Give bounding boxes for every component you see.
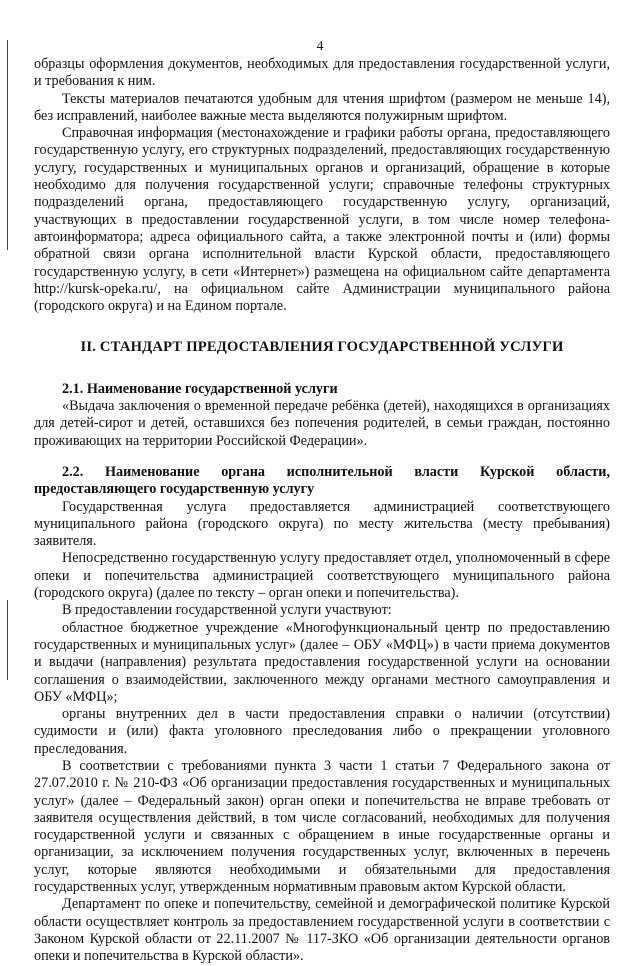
document-body (34, 56, 610, 966)
paragraph: областное бюджетное учреждение «Многофункциональный центр по предоставлению государственных и муниципальных услуг» (далее – ОБУ «МФЦ») в части приема документов и выдачи (направления) результата предоставления государственной услуги на основании соглашения о взаимодействии, заключенного между органами местного самоуправления и ОБУ «МФЦ»; (34, 619, 610, 705)
subsection-title: 2.2. Наименование органа исполнительной власти Курской области, предоставляющего государственную услугу (34, 463, 610, 498)
section-title: II. СТАНДАРТ ПРЕДОСТАВЛЕНИЯ ГОСУДАРСТВЕННОЙ УСЛУГИ (80, 339, 564, 356)
paragraph: Тексты материалов печатаются удобным для чтения шрифтом (размером не меньше 14), без исправлений, наиболее важные места выделяются полужирным шрифтом. (34, 90, 610, 124)
paragraph: органы внутренних дел в части предоставления справки о наличии (отсутствии) судимости и (или) факта уголовного преследования либо о прекращении уголовного преследования. (34, 706, 610, 757)
subsection-title: 2.1. Наименование государственной услуги (62, 380, 338, 397)
paragraph: В предоставлении государственной услуги участвуют: (62, 602, 392, 619)
paragraph: Справочная информация (местонахождение и графики работы органа, предоставляющего государственную услугу, его структурных подразделений, предоставляющих государственную услугу, государственных и муниципальных органов и организаций, обращение в которые необходимо для получения государственной услуги; справочные телефоны структурных подразделений органа, предоставляющего государственную услугу, организаций, участвующих в предоставлении государственной услуги, в том числе номер телефона-автоинформатора; адреса официального сайта, а также электронной почты и (или) формы обратной связи органа исполнительной власти Курской области, предоставляющего государственную услугу, в сети «Интернет») размещена на официальном сайте департамента http://kursk-opeka.ru/, на официальном сайте Администрации муниципального района (городского округа) и на Едином портале. (34, 125, 610, 315)
scan-margin-line (7, 40, 8, 250)
scan-margin-line (7, 600, 8, 680)
paragraph: Непосредственно государственную услугу предоставляет отдел, уполномоченный в сфере опеки и попечительства администрацией соответствующего муниципального района (городского округа) (далее по тексту – орган опеки и попечительства). (34, 550, 610, 602)
paragraph: Государственная услуга предоставляется администрацией соответствующего муниципального района (городского округа) по месту жительства (месту пребывания) заявителя. (34, 498, 610, 550)
paragraph: Департамент по опеке и попечительству, семейной и демографической политике Курской области осуществляет контроль за предоставлением государственной услуги в соответствии с Законом Курской области от 22.11.2007 № 117-ЗКО «Об организации деятельности органов опеки и попечительства в Курской области». (34, 896, 610, 965)
paragraph: В соответствии с требованиями пункта 3 части 1 статьи 7 Федерального закона от 27.07.2010 г. № 210-ФЗ «Об организации предоставления государственных и муниципальных услуг» (далее – Федеральный закон) орган опеки и попечительства не вправе требовать от заявителя осуществления действий, в том числе согласований, необходимых для получения государственной услуги и связанных с обращением в иные государственные органы и организации, за исключением получения государственных услуг, включенных в перечень услуг, которые являются необходимыми и обязательными для предоставления государственных услуг, утвержденным нормативным правовым актом Курской области. (34, 757, 610, 896)
paragraph: образцы оформления документов, необходимых для предоставления государственной услуги, и требования к ним. (34, 56, 610, 90)
page-number: 4 (316, 39, 324, 54)
paragraph: «Выдача заключения о временной передаче ребёнка (детей), находящихся в организациях для детей-сирот и детей, оставшихся без попечения родителей, в семьи граждан, постоянно проживающих на территории Российской Федерации». (34, 398, 610, 449)
